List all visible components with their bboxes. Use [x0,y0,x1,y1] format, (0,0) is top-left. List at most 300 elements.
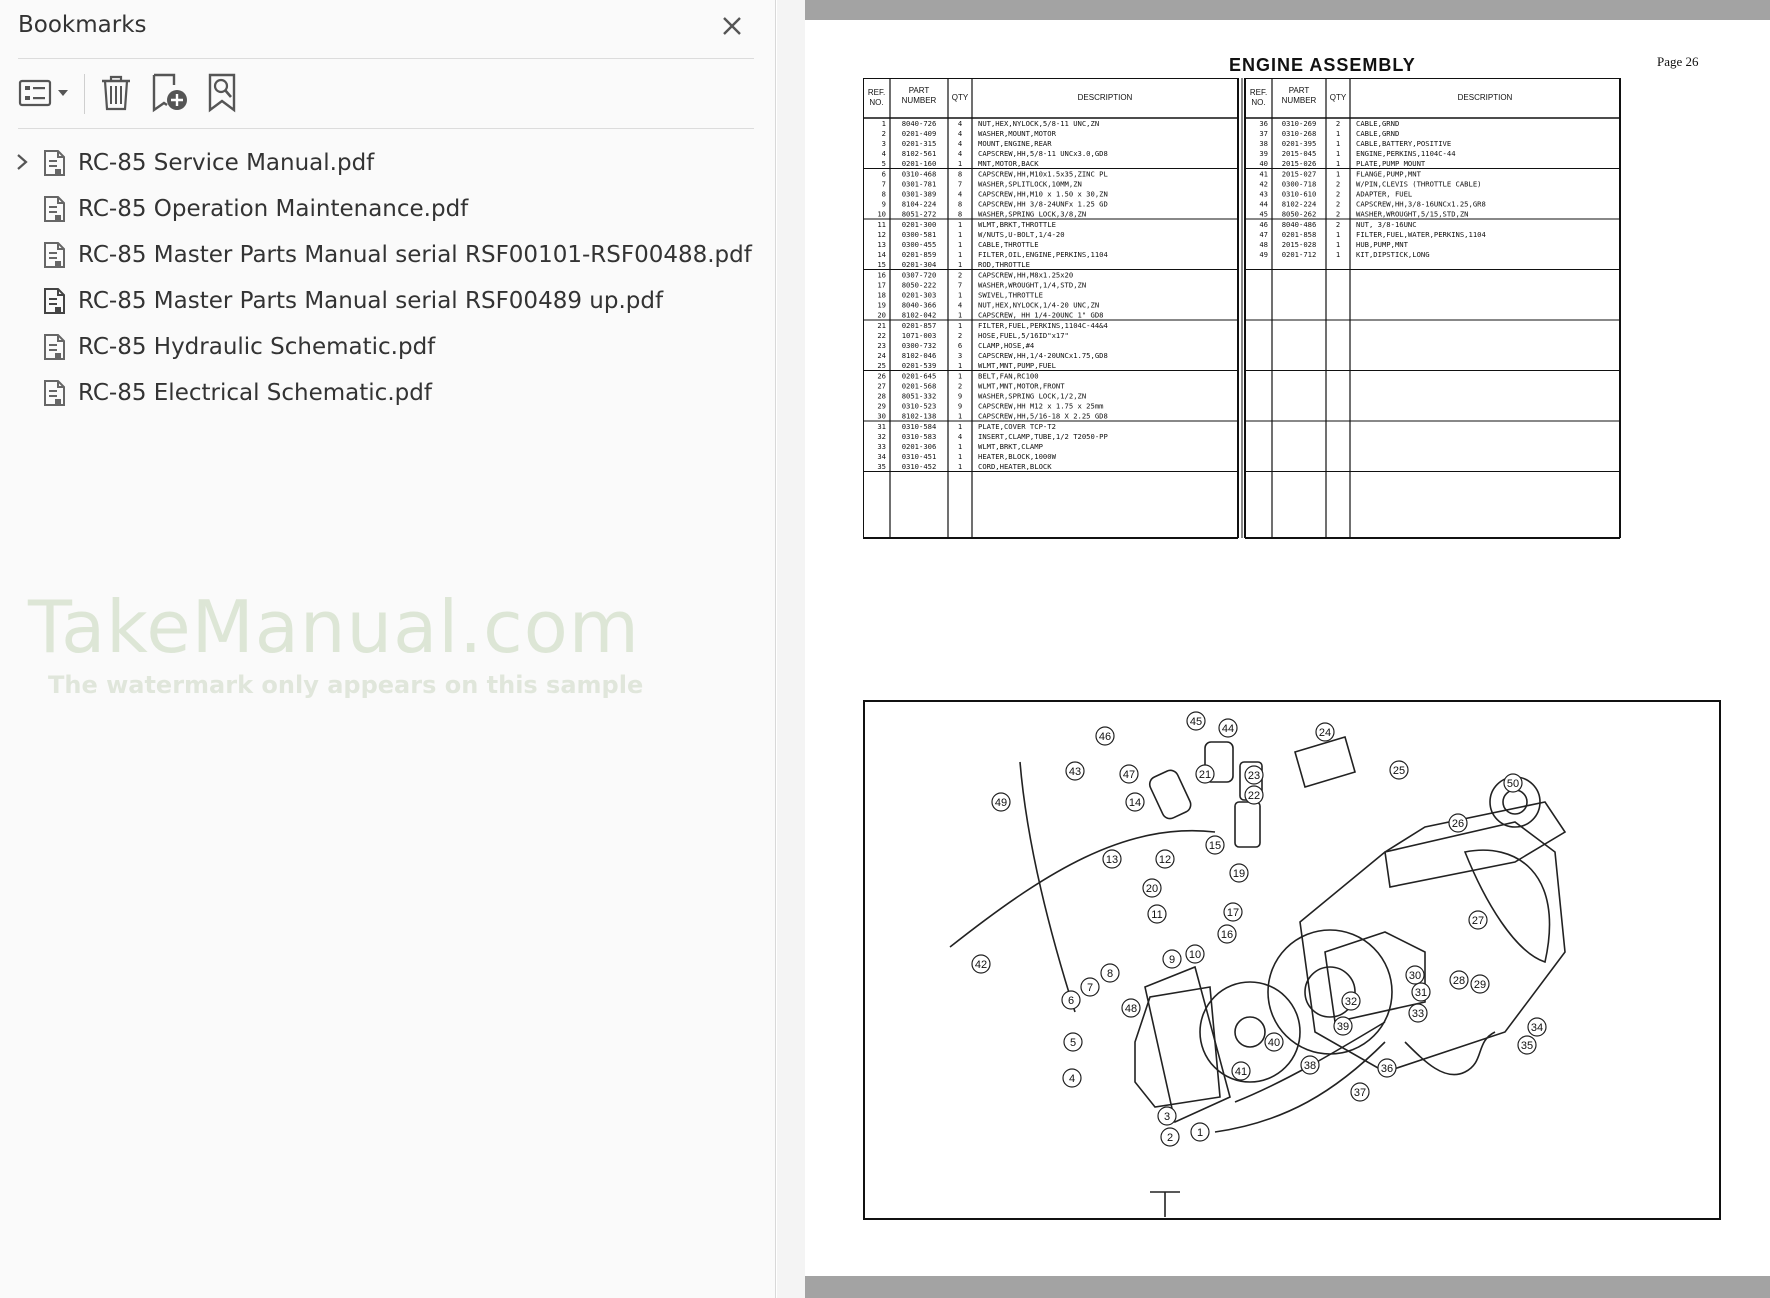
table-cell-description: CAPSCREW, HH 1/4-20UNC 1" GD8 [978,310,1104,320]
table-cell-description: HEATER,BLOCK,1000W [978,452,1056,462]
table-cell-ref: 36 [1259,118,1268,128]
table-cell-qty: 9 [957,401,963,411]
table-cell-part-number: 0201-303 [901,290,937,300]
table-cell-ref: 2 [881,128,886,138]
table-cell-description: CAPSCREW,HH,M8x1.25x20 [978,270,1074,280]
table-cell-description: WLMT,MNT,MOTOR,FRONT [978,381,1065,391]
ground-stud [1150,1192,1180,1217]
table-cell-ref: 1 [881,118,886,128]
callout-label: 43 [1068,766,1082,778]
table-cell-part-number: 0310-523 [901,401,937,411]
column-header-description: DESCRIPTION [1457,93,1513,102]
table-cell-part-number: 0307-720 [901,270,937,280]
table-cell-part-number: 0301-781 [901,179,937,189]
table-cell-description: WASHER,SPLITLOCK,10MM,ZN [978,179,1082,189]
callout-label: 40 [1267,1037,1281,1049]
column-header-ref: NO. [1251,98,1266,107]
table-cell-description: NUT,HEX,NYLOCK,5/8-11 UNC,ZN [978,118,1100,128]
table-cell-qty: 3 [957,351,963,361]
table-cell-part-number: 8102-042 [901,310,937,320]
table-cell-qty: 1 [957,462,963,472]
table-cell-part-number: 8102-138 [901,411,937,421]
callout-label: 23 [1247,770,1261,782]
table-cell-description: SWIVEL,THROTTLE [978,290,1043,300]
oil-filter [1147,768,1193,821]
table-cell-ref: 26 [877,371,886,381]
bookmark-label: RC-85 Electrical Schematic.pdf [78,380,432,406]
callout-label: 1 [1196,1127,1204,1139]
table-cell-qty: 1 [957,371,963,381]
callout-label: 13 [1105,854,1119,866]
callout-label: 27 [1471,915,1485,927]
table-cell-qty: 2 [1335,118,1341,128]
bookmark-operation-maintenance[interactable] [0,186,760,230]
table-cell-qty: 1 [957,290,963,300]
table-cell-ref: 41 [1259,169,1268,179]
callout-label: 46 [1098,731,1112,743]
callout-label: 49 [994,797,1008,809]
table-cell-qty: 1 [957,250,963,260]
table-cell-description: CAPSCREW,HH,5/8-11 UNCx3.0,GD8 [978,149,1108,159]
table-cell-description: WLMT,MNT,PUMP,FUEL [978,361,1056,371]
bookmark-electrical-schematic[interactable] [0,370,760,414]
table-cell-ref: 6 [881,169,886,179]
table-cell-description: WASHER,MOUNT,MOTOR [978,128,1056,138]
table-cell-qty: 6 [957,341,963,350]
table-cell-ref: 46 [1259,219,1268,229]
column-header-qty: QTY [951,93,969,102]
table-cell-part-number: 8102-224 [1281,199,1317,209]
table-cell-description: FLANGE,PUMP,MNT [1356,169,1421,179]
panel-divider [18,58,754,59]
table-cell-qty: 1 [1335,159,1341,169]
callout-label: 29 [1473,979,1487,991]
table-cell-part-number: 0201-160 [901,159,937,169]
table-cell-part-number: 2015-045 [1281,149,1317,159]
bookmark-page-icon [42,333,68,361]
chevron-right-icon[interactable] [12,152,32,172]
table-cell-ref: 39 [1259,149,1268,159]
table-cell-ref: 16 [877,270,886,280]
table-cell-part-number: 8102-561 [901,149,937,159]
document-page [805,0,1770,1298]
table-cell-description: MOUNT,ENGINE,REAR [978,139,1052,148]
table-cell-description: WASHER,WROUGHT,1/4,STD,ZN [978,280,1087,290]
table-cell-part-number: 0310-268 [1281,128,1317,138]
bookmark-label: RC-85 Master Parts Manual serial RSF00101-RSF00488.pdf [78,242,752,268]
table-cell-part-number: 0201-568 [901,381,937,391]
table-cell-description: FILTER,FUEL,WATER,PERKINS,1104 [1356,229,1486,239]
table-cell-description: CAPSCREW,HH,1/4-20UNCx1.75,GD8 [978,351,1108,361]
column-header-part: NUMBER [1281,96,1317,105]
callout-label: 12 [1158,854,1172,866]
bookmark-page-icon [42,241,68,269]
table-cell-qty: 2 [1335,219,1341,229]
table-cell-qty: 1 [1335,169,1341,179]
table-cell-description: CAPSCREW,HH M12 x 1.75 x 25mm [978,401,1104,411]
parts-table [863,78,1723,600]
fuel-pump-bracket [1295,737,1355,787]
engine-drawing [865,702,1719,1218]
table-cell-description: CABLE,GRND [1356,118,1400,128]
table-cell-description: WASHER,SPRING LOCK,3/8,ZN [978,209,1087,219]
table-cell-description: WASHER,WROUGHT,5/15,STD,ZN [1356,209,1469,219]
table-cell-part-number: 0310-451 [901,452,937,462]
table-cell-part-number: 0300-455 [901,240,937,249]
table-cell-part-number: 0201-395 [1281,139,1317,148]
table-cell-ref: 44 [1259,199,1268,209]
table-cell-qty: 1 [1335,149,1341,159]
table-cell-description: WLMT,BRKT,THROTTLE [978,219,1056,229]
trash-icon [98,73,134,113]
callout-label: 25 [1392,765,1406,777]
table-cell-ref: 5 [881,159,886,169]
callout-label: 50 [1506,778,1520,790]
table-cell-part-number: 8102-046 [901,351,937,361]
table-cell-ref: 43 [1259,189,1268,199]
table-cell-part-number: 0201-857 [901,320,937,330]
table-cell-qty: 2 [1335,209,1341,219]
table-cell-part-number: 0310-468 [901,169,937,179]
find-bookmark-button[interactable] [206,70,244,116]
table-cell-description: KIT,DIPSTICK,LONG [1356,250,1430,260]
table-cell-ref: 27 [877,381,886,391]
table-cell-part-number: 0201-409 [901,128,937,138]
bookmark-page-icon [42,195,68,223]
table-cell-qty: 4 [957,300,963,310]
table-cell-ref: 15 [877,260,886,270]
table-cell-ref: 14 [877,250,886,260]
add-bookmark-button[interactable] [150,70,192,116]
table-cell-part-number: 0201-300 [901,219,937,229]
callout-label: 8 [1106,968,1114,980]
table-cell-description: FILTER,OIL,ENGINE,PERKINS,1104 [978,250,1108,260]
table-cell-ref: 40 [1259,159,1268,169]
table-cell-ref: 21 [877,320,886,330]
watermark-sub: The watermark only appears on this sample [48,671,644,699]
table-cell-ref: 22 [877,330,886,340]
table-cell-ref: 35 [877,462,886,472]
table-cell-description: HUB,PUMP,MNT [1356,240,1408,249]
pump-plate [1200,982,1300,1082]
bookmark-label: RC-85 Service Manual.pdf [78,150,375,176]
callout-label: 5 [1069,1037,1077,1049]
page-bottom-bar [805,1276,1770,1298]
bookmark-options-button[interactable] [18,70,72,116]
callout-label: 2 [1166,1132,1174,1144]
callout-label: 36 [1380,1063,1394,1075]
table-cell-part-number: 8051-272 [901,209,937,219]
table-cell-qty: 2 [1335,199,1341,209]
callout-label: 11 [1151,909,1163,921]
table-cell-qty: 1 [957,240,963,249]
table-cell-description: NUT,HEX,NYLOCK,1/4-20 UNC,ZN [978,300,1100,310]
table-cell-part-number: 0300-581 [901,229,937,239]
panel-title: Bookmarks [18,12,147,38]
table-cell-ref: 29 [877,401,886,411]
table-cell-ref: 19 [877,300,886,310]
table-cell-qty: 1 [957,320,963,330]
callout-label: 32 [1344,996,1358,1008]
table-cell-ref: 48 [1259,240,1268,249]
list-options-icon [18,73,72,113]
callout-label: 17 [1226,907,1240,919]
table-cell-part-number: 0310-452 [901,462,937,472]
table-cell-qty: 9 [957,391,963,401]
table-cell-description: CABLE,THROTTLE [978,240,1039,249]
bookmark-master-parts-rsf00101[interactable] [0,232,760,276]
table-cell-description: CAPSCREW,HH,5/16-18 X 2.25 GD8 [978,411,1108,421]
table-grid [863,78,1620,538]
callout-label: 48 [1124,1003,1138,1015]
table-cell-part-number: 2015-028 [1281,240,1317,249]
table-cell-description: W/NUTS,U-BOLT,1/4-20 [978,229,1065,239]
callout-label: 37 [1353,1087,1367,1099]
table-cell-description: INSERT,CLAMP,TUBE,1/2 T2050-PP [978,431,1108,441]
table-cell-qty: 7 [957,280,963,290]
table-cell-qty: 1 [957,421,963,431]
callout-label: 44 [1221,723,1235,735]
toolbar-divider [84,74,85,114]
table-cell-qty: 1 [1335,250,1341,260]
add-bookmark-icon [150,72,192,114]
table-cell-qty: 1 [957,452,963,462]
table-cell-qty: 1 [957,310,963,320]
table-cell-part-number: 0201-858 [1281,229,1317,239]
table-cell-qty: 2 [957,270,963,280]
table-cell-qty: 2 [1335,189,1341,199]
table-cell-qty: 1 [1335,240,1341,249]
table-cell-part-number: 0201-306 [901,442,937,451]
column-header-qty: QTY [1329,93,1347,102]
table-cell-qty: 2 [957,381,963,391]
table-cell-ref: 18 [877,290,886,300]
callout-label: 15 [1208,840,1222,852]
document-viewer[interactable] [777,0,1770,1298]
table-cell-ref: 3 [881,139,886,148]
table-cell-description: ENGINE,PERKINS,1104C-44 [1356,149,1456,159]
table-cell-qty: 2 [1335,179,1341,189]
table-cell-description: PLATE,COVER TCP-T2 [978,421,1056,431]
callout-label: 6 [1067,995,1075,1007]
column-header-part: PART [1288,86,1310,95]
table-cell-description: CAPSCREW,HH,M10x1.5x35,ZINC PL [978,169,1108,179]
callout-label: 22 [1247,790,1261,802]
dipstick [1020,762,1075,1012]
callout-label: 3 [1163,1111,1171,1123]
table-cell-qty: 1 [1335,229,1341,239]
viewer-gutter [777,0,805,1298]
table-cell-part-number: 0201-859 [901,250,937,260]
table-cell-part-number: 0300-718 [1281,179,1317,189]
table-cell-part-number: 8050-222 [901,280,937,290]
table-cell-ref: 23 [877,341,886,350]
table-cell-description: PLATE,PUMP MOUNT [1356,159,1426,169]
table-cell-part-number: 0201-304 [901,260,937,270]
table-cell-description: CAPSCREW,HH 3/8-24UNFx 1.25 GD [978,199,1108,209]
table-cell-qty: 1 [1335,139,1341,148]
bookmark-service-manual[interactable] [0,140,760,184]
table-cell-ref: 31 [877,421,886,431]
callout-label: 47 [1122,769,1136,781]
table-cell-part-number: 8104-224 [901,199,937,209]
table-cell-ref: 7 [881,179,886,189]
engine-exploded-diagram [863,700,1721,1220]
page-number: Page 26 [1657,54,1699,69]
table-cell-part-number: 0201-645 [901,371,937,381]
table-cell-ref: 30 [877,411,886,421]
callout-label: 35 [1520,1040,1534,1052]
table-cell-part-number: 0201-712 [1281,250,1317,260]
table-cell-ref: 45 [1259,209,1268,219]
page-top-bar [805,0,1770,20]
bookmark-label: RC-85 Hydraulic Schematic.pdf [78,334,436,360]
callout-label: 39 [1336,1021,1350,1033]
bookmark-label: RC-85 Operation Maintenance.pdf [78,196,469,222]
delete-bookmark-button[interactable] [98,70,134,116]
pump-hub [1235,1017,1265,1047]
callout-label: 9 [1168,954,1176,966]
callout-label: 30 [1408,970,1422,982]
table-cell-qty: 1 [957,442,963,451]
table-cell-qty: 4 [957,149,963,159]
callout-label: 28 [1452,975,1466,987]
table-cell-qty: 4 [957,189,963,199]
table-cell-ref: 17 [877,280,886,290]
table-cell-part-number: 0310-269 [1281,118,1317,128]
table-cell-part-number: 8040-486 [1281,219,1317,229]
table-cell-description: W/PIN,CLEVIS (THROTTLE CABLE) [1356,179,1482,189]
fan-belt [1465,850,1550,962]
table-cell-description: NUT, 3/8-16UNC [1356,219,1417,229]
bookmark-hydraulic-schematic[interactable] [0,324,760,368]
table-cell-ref: 11 [877,219,886,229]
watermark-main: TakeManual.com [28,585,640,669]
callout-label: 38 [1303,1060,1317,1072]
table-cell-qty: 8 [957,209,963,219]
table-cell-qty: 8 [957,199,963,209]
callout-label: 16 [1220,929,1234,941]
throttle-cable [950,831,1215,947]
table-cell-qty: 4 [957,118,963,128]
toolbar-divider-bottom [18,128,754,129]
table-cell-qty: 1 [957,229,963,239]
table-cell-description: MNT,MOTOR,BACK [978,159,1039,169]
table-cell-part-number: 0201-315 [901,139,937,148]
watermark [28,585,643,699]
table-text [868,86,1513,471]
bookmark-label: RC-85 Master Parts Manual serial RSF00489 up.pdf [78,288,664,314]
table-cell-description: ADAPTER, FUEL [1356,189,1413,199]
table-cell-ref: 24 [877,351,886,361]
bookmark-page-icon [42,149,68,177]
table-cell-description: FILTER,FUEL,PERKINS,1104C-44&4 [978,320,1108,330]
table-cell-qty: 1 [957,159,963,169]
table-cell-part-number: 0300-732 [901,341,937,350]
fuel-filter-3 [1235,802,1260,847]
table-cell-qty: 1 [957,219,963,229]
table-cell-description: WASHER,SPRING LOCK,1/2,ZN [978,391,1087,401]
table-cell-qty: 1 [957,411,963,421]
table-cell-description: CLAMP,HOSE,#4 [978,341,1035,350]
callout-label: 26 [1451,818,1465,830]
close-panel-button[interactable] [712,8,752,44]
table-cell-qty: 4 [957,139,963,148]
table-cell-qty: 1 [957,361,963,371]
column-header-part: PART [908,86,930,95]
heater-cord [1405,1032,1495,1075]
bookmarks-panel [0,0,776,1298]
table-cell-qty: 1 [957,260,963,270]
table-cell-ref: 13 [877,240,886,249]
document-title: ENGINE ASSEMBLY [1229,55,1416,75]
table-cell-ref: 49 [1259,250,1268,260]
table-cell-part-number: 0310-583 [901,431,937,441]
table-cell-part-number: 0310-584 [901,421,937,431]
table-cell-description: CORD,HEATER,BLOCK [978,462,1052,472]
table-cell-description: CAPSCREW,HH,M10 x 1.50 x 30,ZN [978,189,1108,199]
table-cell-part-number: 8040-726 [901,118,937,128]
table-cell-ref: 28 [877,391,886,401]
table-cell-description: WLMT,BRKT,CLAMP [978,442,1043,451]
table-cell-ref: 20 [877,310,886,320]
table-cell-description: CABLE,GRND [1356,128,1400,138]
table-cell-ref: 25 [877,361,886,371]
pulley-inner [1503,790,1527,814]
callout-label: 42 [974,959,988,971]
callout-label: 21 [1198,769,1212,781]
table-cell-ref: 34 [877,452,886,462]
callout-label: 33 [1411,1008,1425,1020]
callout-label: 24 [1318,727,1332,739]
find-bookmark-icon [206,72,244,114]
bookmark-master-parts-rsf00489[interactable] [0,278,760,322]
table-cell-description: CAPSCREW,HH,3/8-16UNCx1.25,GR8 [1356,199,1486,209]
table-cell-ref: 10 [877,209,886,219]
table-cell-description: HOSE,FUEL,5/16ID"x17" [978,330,1069,340]
table-cell-part-number: 2015-026 [1281,159,1317,169]
callout-label: 19 [1232,868,1246,880]
column-header-part: NUMBER [901,96,937,105]
table-cell-part-number: 0310-610 [1281,189,1317,199]
column-header-ref: NO. [869,98,884,107]
table-cell-ref: 4 [881,149,886,159]
column-header-ref: REF. [867,88,886,97]
callout-label: 41 [1234,1066,1248,1078]
table-cell-qty: 1 [1335,128,1341,138]
table-cell-part-number: 1071-003 [901,330,937,340]
table-cell-ref: 33 [877,442,886,451]
callout-label: 34 [1530,1022,1544,1034]
callout-label: 7 [1086,982,1094,994]
close-icon [721,15,743,37]
table-cell-part-number: 8051-332 [901,391,937,401]
table-cell-part-number: 0301-389 [901,189,937,199]
table-cell-ref: 8 [881,189,886,199]
table-cell-qty: 8 [957,169,963,179]
table-cell-description: BELT,FAN,RC100 [978,371,1039,381]
table-cell-ref: 32 [877,431,886,441]
table-cell-ref: 37 [1259,128,1268,138]
callout-label: 4 [1068,1073,1076,1085]
table-cell-ref: 38 [1259,139,1268,148]
callout-label: 10 [1188,949,1202,961]
column-header-ref: REF. [1249,88,1268,97]
column-header-description: DESCRIPTION [1077,93,1133,102]
table-cell-part-number: 8040-366 [901,300,937,310]
callout-label: 14 [1128,797,1142,809]
bookmark-page-icon [42,379,68,407]
